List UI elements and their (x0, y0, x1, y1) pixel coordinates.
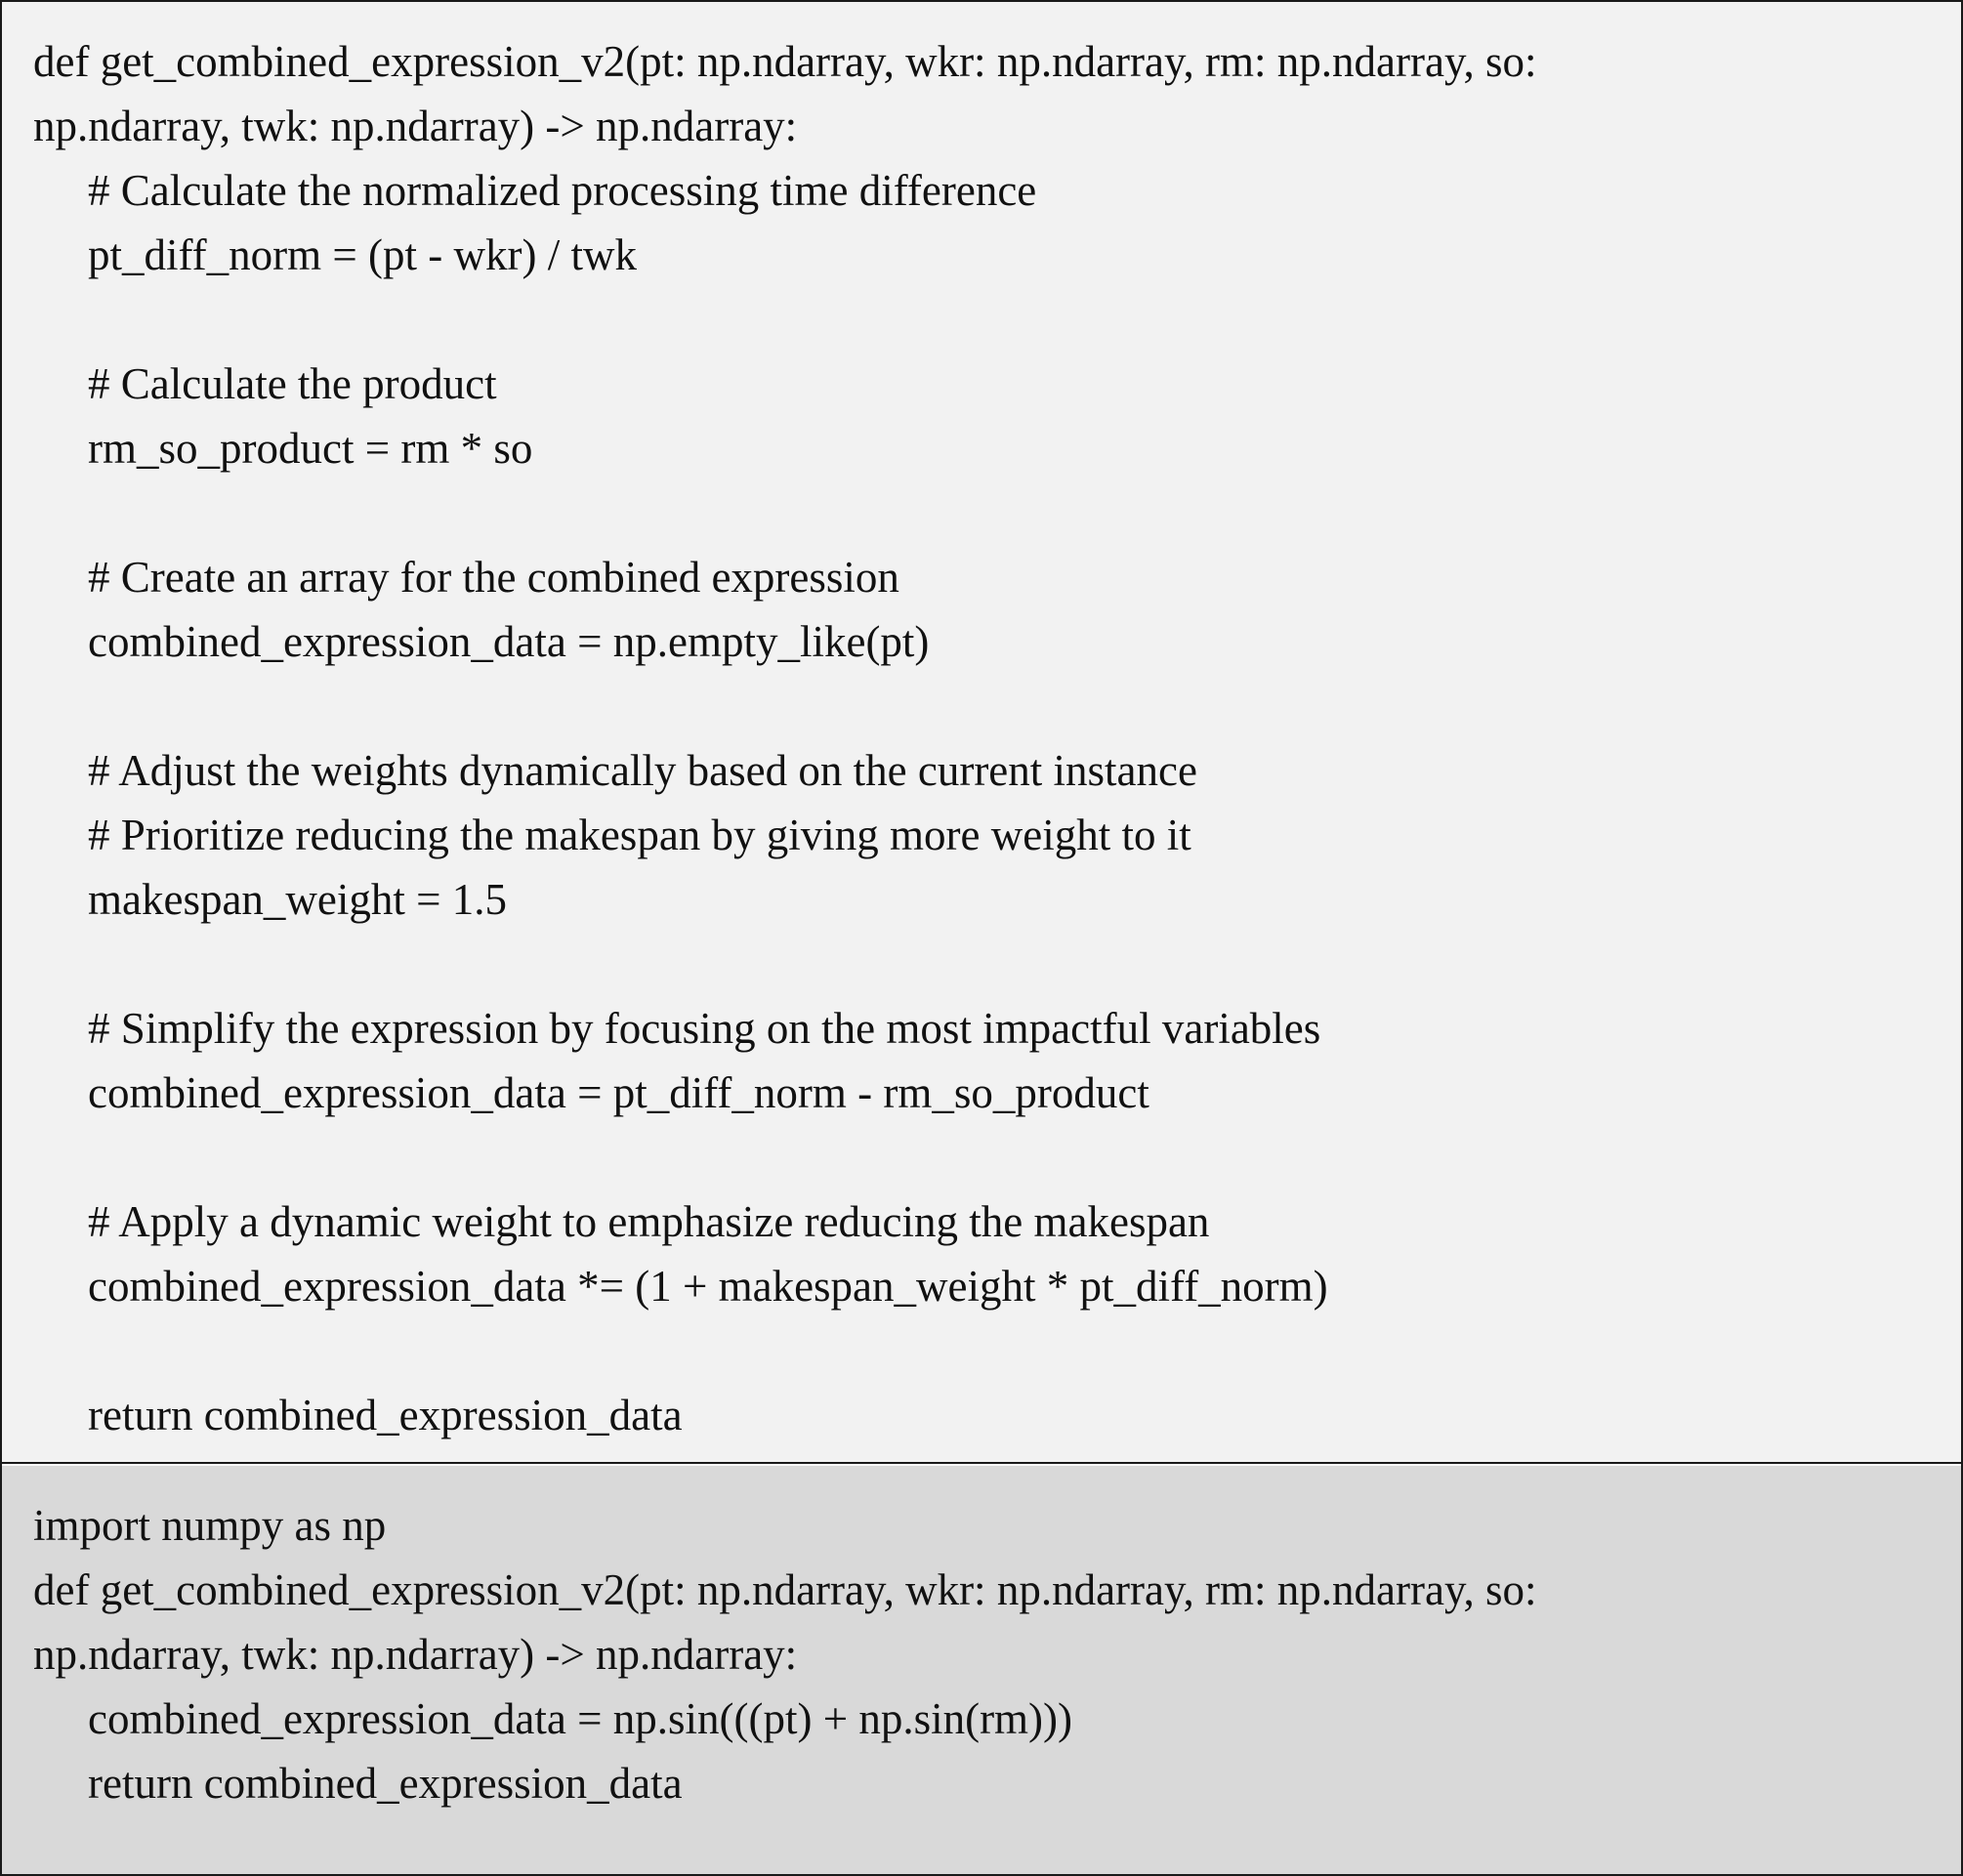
evolved-function-panel (2, 2, 1961, 1464)
code-comment: # Prioritize reducing the makespan by giving more weight to it (88, 811, 1191, 859)
code-comment: # Calculate the product (88, 359, 497, 408)
code-line: makespan_weight = 1.5 (88, 875, 508, 924)
code-comment: # Apply a dynamic weight to emphasize reducing the makespan (88, 1197, 1210, 1246)
code-line: return combined_expression_data (88, 1391, 683, 1439)
code-comment: # Simplify the expression by focusing on the most impactful variables (88, 1004, 1321, 1053)
code-line: combined_expression_data *= (1 + makespan_weight * pt_diff_norm) (88, 1262, 1328, 1311)
code-comment: # Create an array for the combined expression (88, 553, 899, 602)
code-comment: # Calculate the normalized processing time difference (88, 166, 1037, 215)
code-line: def get_combined_expression_v2(pt: np.ndarray, wkr: np.ndarray, rm: np.ndarray, so: (33, 1565, 1537, 1614)
code-line: return combined_expression_data (88, 1759, 683, 1808)
code-comment: # Adjust the weights dynamically based on the current instance (88, 746, 1197, 795)
code-line: combined_expression_data = np.sin(((pt) + np.sin(rm))) (88, 1694, 1073, 1743)
code-line: combined_expression_data = np.empty_like(pt) (88, 617, 930, 666)
simplified-function-panel (2, 1466, 1961, 1874)
code-line: rm_so_product = rm * so (88, 424, 533, 473)
code-line: combined_expression_data = pt_diff_norm - rm_so_product (88, 1068, 1149, 1117)
code-line: import numpy as np (33, 1501, 387, 1550)
code-line: np.ndarray, twk: np.ndarray) -> np.ndarray: (33, 1630, 798, 1679)
code-line: def get_combined_expression_v2(pt: np.ndarray, wkr: np.ndarray, rm: np.ndarray, so: (33, 37, 1537, 86)
code-line: pt_diff_norm = (pt - wkr) / twk (88, 230, 637, 279)
code-line: np.ndarray, twk: np.ndarray) -> np.ndarray: (33, 102, 798, 150)
